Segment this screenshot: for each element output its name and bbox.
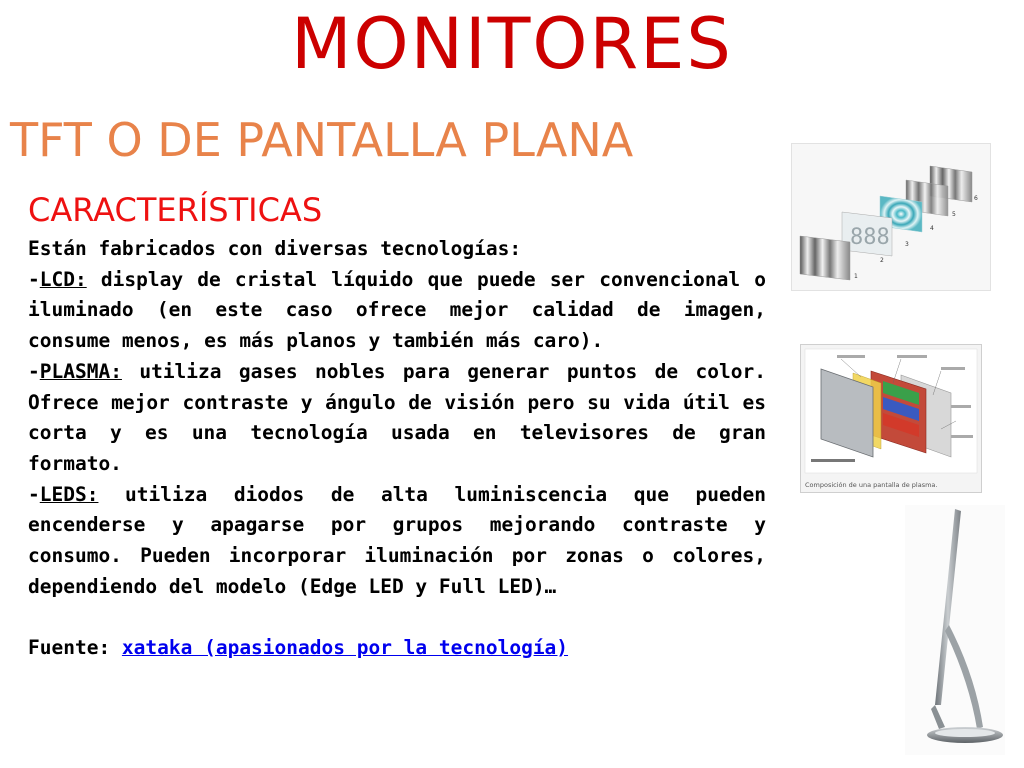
item-leds-text: utiliza diodos de alta luminiscencia que pueden encenderse y apagarse por grupos mejorando contraste y consumo. Pueden incorporar iluminación por zonas o colores, dependiendo del modelo (Edge LED y Full LED)… [28,482,766,598]
led-monitor-image [905,505,1005,755]
layer-number: 3 [905,241,909,248]
item-prefix: - [28,482,40,506]
section-heading: CARACTERÍSTICAS [28,191,323,229]
term-lcd: LCD: [39,267,87,291]
spacer [28,602,766,633]
plasma-caption: Composición de una pantalla de plasma. [805,481,938,489]
layer-number: 5 [952,211,956,218]
source-label: Fuente: [28,636,122,660]
layer-number: 1 [854,273,858,280]
plasma-panel-image [800,344,982,493]
layer-number: 6 [974,195,978,202]
item-plasma-text: utiliza gases nobles para generar puntos de color. Ofrece mejor contraste y ángulo de visión pero su vida útil es corta y es una tecnología usada en televisores de gran formato. [28,359,766,475]
item-prefix: - [28,359,40,383]
item-leds [28,480,766,603]
layer-number: 4 [930,225,934,232]
item-prefix: - [28,267,40,291]
item-lcd [28,265,766,357]
slide-title: MONITORES [291,3,733,85]
led-monitor-illustration [905,505,1005,755]
term-leds: LEDS: [39,482,99,506]
intro-line: Están fabricados con diversas tecnologías: [28,237,522,260]
slide-subtitle: TFT O DE PANTALLA PLANA [10,113,634,167]
lcd-layers-illustration [792,144,990,290]
item-lcd-text: display de cristal líquido que puede ser convencional o iluminado (en este caso ofrece mejor calidad de imagen, consume menos, es más planos y también más caro). [28,267,766,353]
term-plasma: PLASMA: [39,359,122,383]
plasma-illustration [801,345,981,477]
item-plasma [28,357,766,480]
lcd-digits: 888 [850,225,890,250]
source-line [28,633,766,664]
lcd-layers-image [791,143,991,291]
body-text [28,234,766,664]
source-link[interactable]: xataka (apasionados por la tecnología) [121,636,569,660]
layer-number: 2 [880,257,884,264]
